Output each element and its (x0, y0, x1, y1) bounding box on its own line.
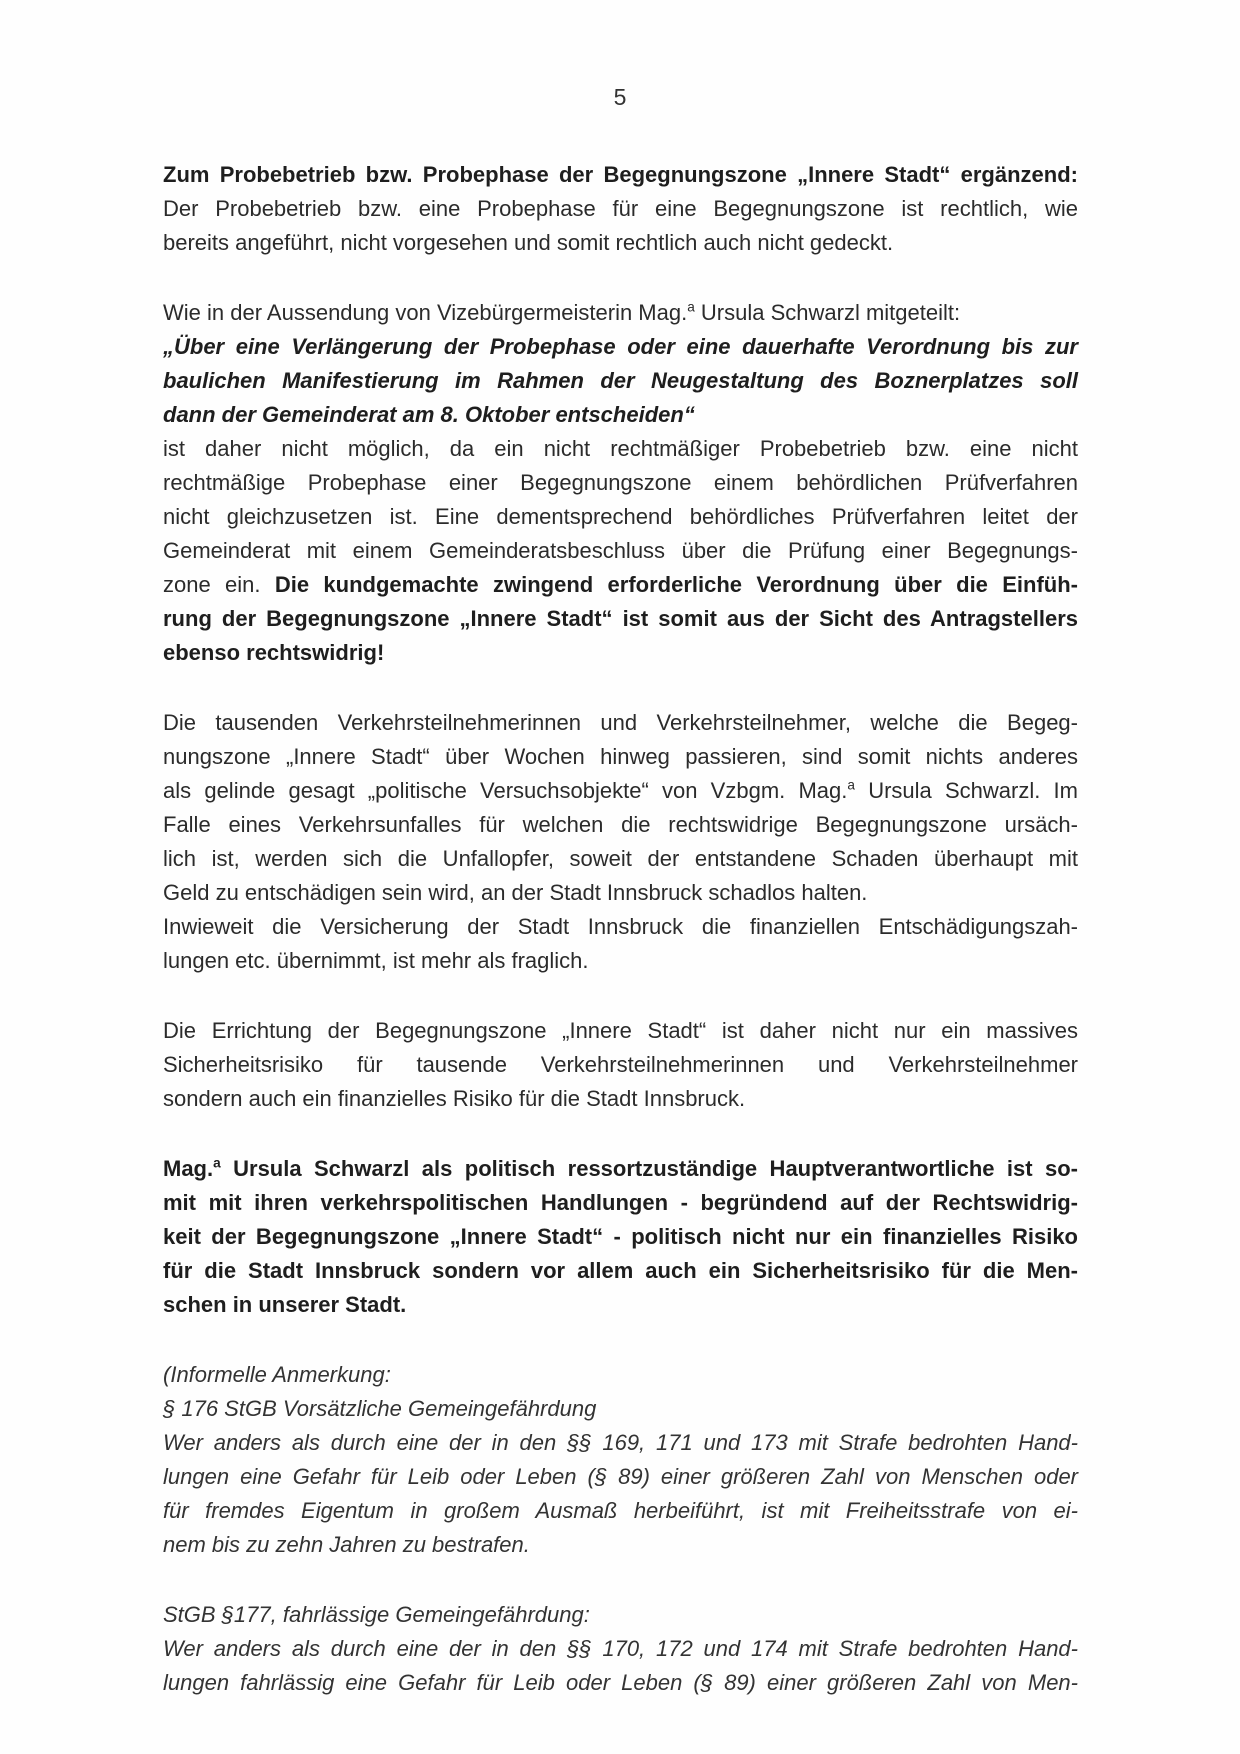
text-line (163, 1254, 1078, 1288)
text-run: für fremdes Eigentum in großem Ausmaß herbeiführt, ist mit Freiheitsstrafe von ei- (163, 1498, 1078, 1523)
text-run: (Informelle Anmerkung: (163, 1362, 391, 1387)
text-run: Ursula Schwarzl. Im (854, 778, 1078, 803)
document-body (163, 158, 1078, 1736)
text-line (163, 910, 1078, 944)
text-line (163, 568, 1078, 602)
text-run: ist daher nicht möglich, da ein nicht rechtmäßiger Probebetrieb bzw. eine nicht (163, 436, 1078, 461)
text-run: Zum Probebetrieb bzw. Probephase der Begegnungszone „Innere Stadt“ ergänzend: (163, 162, 1078, 187)
text-line (163, 1666, 1078, 1700)
text-line (163, 364, 1078, 398)
text-run: sondern auch ein finanzielles Risiko für die Stadt Innsbruck. (163, 1086, 746, 1111)
paragraph (163, 296, 1078, 670)
text-line (163, 466, 1078, 500)
text-run: Inwieweit die Versicherung der Stadt Innsbruck die finanziellen Entschädigungszah- (163, 914, 1078, 939)
text-run: rechtmäßige Probephase einer Begegnungszone einem behördlichen Prüfverfahren (163, 470, 1078, 495)
text-run: nicht gleichzusetzen ist. Eine dementsprechend behördliches Prüfverfahren leitet der (163, 504, 1078, 529)
superscript-run: a (687, 299, 695, 315)
text-run: lungen etc. übernimmt, ist mehr als fraglich. (163, 948, 589, 973)
text-run: lich ist, werden sich die Unfallopfer, soweit der entstandene Schaden überhaupt mit (163, 846, 1078, 871)
page-number: 5 (613, 84, 627, 110)
text-line (163, 296, 1078, 330)
text-line (163, 1288, 1078, 1322)
text-line (163, 1082, 1078, 1116)
text-run: Die Errichtung der Begegnungszone „Innere Stadt“ ist daher nicht nur ein massives (163, 1018, 1078, 1043)
text-run: keit der Begegnungszone „Innere Stadt“ - politisch nicht nur ein finanzielles Risiko (163, 1224, 1078, 1249)
text-run: lungen eine Gefahr für Leib oder Leben (§ 89) einer größeren Zahl von Menschen oder (163, 1464, 1078, 1489)
text-run: Wie in der Aussendung von Vizebürgermeisterin Mag. (163, 300, 688, 325)
text-line (163, 1392, 1078, 1426)
text-run: Der Probebetrieb bzw. eine Probephase für eine Begegnungszone ist rechtlich, wie (163, 196, 1078, 221)
text-line (163, 602, 1078, 636)
text-run: für die Stadt Innsbruck sondern vor allem auch ein Sicherheitsrisiko für die Men- (163, 1258, 1078, 1283)
text-run: Sicherheitsrisiko für tausende Verkehrsteilnehmerinnen und Verkehrsteilnehmer (163, 1052, 1078, 1077)
paragraph (163, 706, 1078, 978)
text-line (163, 944, 1078, 978)
text-line (163, 398, 1078, 432)
text-line (163, 1426, 1078, 1460)
text-line (163, 1220, 1078, 1254)
text-line (163, 842, 1078, 876)
text-line (163, 1632, 1078, 1666)
text-run: ebenso rechtswidrig! (163, 640, 385, 665)
text-line (163, 330, 1078, 364)
text-run: Mag. (163, 1156, 214, 1181)
text-run: lungen fahrlässig eine Gefahr für Leib oder Leben (§ 89) einer größeren Zahl von Men- (163, 1670, 1078, 1695)
text-run: Wer anders als durch eine der in den §§ 169, 171 und 173 mit Strafe bedrohten Hand- (163, 1430, 1078, 1455)
text-run: baulichen Manifestierung im Rahmen der Neugestaltung des Boznerplatzes soll (163, 368, 1078, 393)
superscript-run: a (847, 777, 855, 793)
paragraph (163, 1152, 1078, 1322)
text-line (163, 808, 1078, 842)
text-run: bereits angeführt, nicht vorgesehen und somit rechtlich auch nicht gedeckt. (163, 230, 894, 255)
text-line (163, 706, 1078, 740)
text-run: StGB §177, fahrlässige Gemeingefährdung: (163, 1602, 590, 1627)
paragraph (163, 158, 1078, 260)
text-line (163, 158, 1078, 192)
text-run: § 176 StGB Vorsätzliche Gemeingefährdung (163, 1396, 597, 1421)
text-run: Falle eines Verkehrsunfalles für welchen die rechtswidrige Begegnungszone ursäch- (163, 812, 1078, 837)
text-line (163, 1358, 1078, 1392)
text-line (163, 500, 1078, 534)
text-run: schen in unserer Stadt. (163, 1292, 407, 1317)
text-line (163, 1460, 1078, 1494)
text-run: dann der Gemeinderat am 8. Oktober entscheiden“ (163, 402, 695, 427)
text-run: Geld zu entschädigen sein wird, an der Stadt Innsbruck schadlos halten. (163, 880, 868, 905)
text-run: Wer anders als durch eine der in den §§ 170, 172 und 174 mit Strafe bedrohten Hand- (163, 1636, 1078, 1661)
text-line (163, 774, 1078, 808)
text-run: Die kundgemachte zwingend erforderliche Verordnung über die Einfüh- (274, 572, 1078, 597)
text-line (163, 1494, 1078, 1528)
text-line (163, 1598, 1078, 1632)
text-run: Ursula Schwarzl als politisch ressortzuständige Hauptverantwortliche ist so- (220, 1156, 1078, 1181)
superscript-run: a (213, 1155, 221, 1171)
text-run: Ursula Schwarzl mitgeteilt: (694, 300, 961, 325)
text-line (163, 192, 1078, 226)
text-line (163, 1014, 1078, 1048)
text-line (163, 534, 1078, 568)
text-line (163, 876, 1078, 910)
text-line (163, 432, 1078, 466)
text-line (163, 636, 1078, 670)
text-run: „Über eine Verlängerung der Probephase oder eine dauerhafte Verordnung bis zur (163, 334, 1078, 359)
paragraph (163, 1014, 1078, 1116)
text-line (163, 740, 1078, 774)
text-run: nem bis zu zehn Jahren zu bestrafen. (163, 1532, 530, 1557)
text-line (163, 226, 1078, 260)
paragraph (163, 1358, 1078, 1562)
text-line (163, 1152, 1078, 1186)
text-run: nungszone „Innere Stadt“ über Wochen hinweg passieren, sind somit nichts anderes (163, 744, 1078, 769)
text-run: als gelinde gesagt „politische Versuchsobjekte“ von Vzbgm. Mag. (163, 778, 848, 803)
text-line (163, 1528, 1078, 1562)
text-run: zone ein. (163, 572, 275, 597)
text-line (163, 1048, 1078, 1082)
paragraph (163, 1598, 1078, 1700)
text-line (163, 1186, 1078, 1220)
text-run: mit mit ihren verkehrspolitischen Handlungen - begründend auf der Rechtswidrig- (163, 1190, 1078, 1215)
text-run: rung der Begegnungszone „Innere Stadt“ ist somit aus der Sicht des Antragstellers (163, 606, 1078, 631)
text-run: Gemeinderat mit einem Gemeinderatsbeschluss über die Prüfung einer Begegnungs- (163, 538, 1078, 563)
text-run: Die tausenden Verkehrsteilnehmerinnen und Verkehrsteilnehmer, welche die Begeg- (163, 710, 1078, 735)
